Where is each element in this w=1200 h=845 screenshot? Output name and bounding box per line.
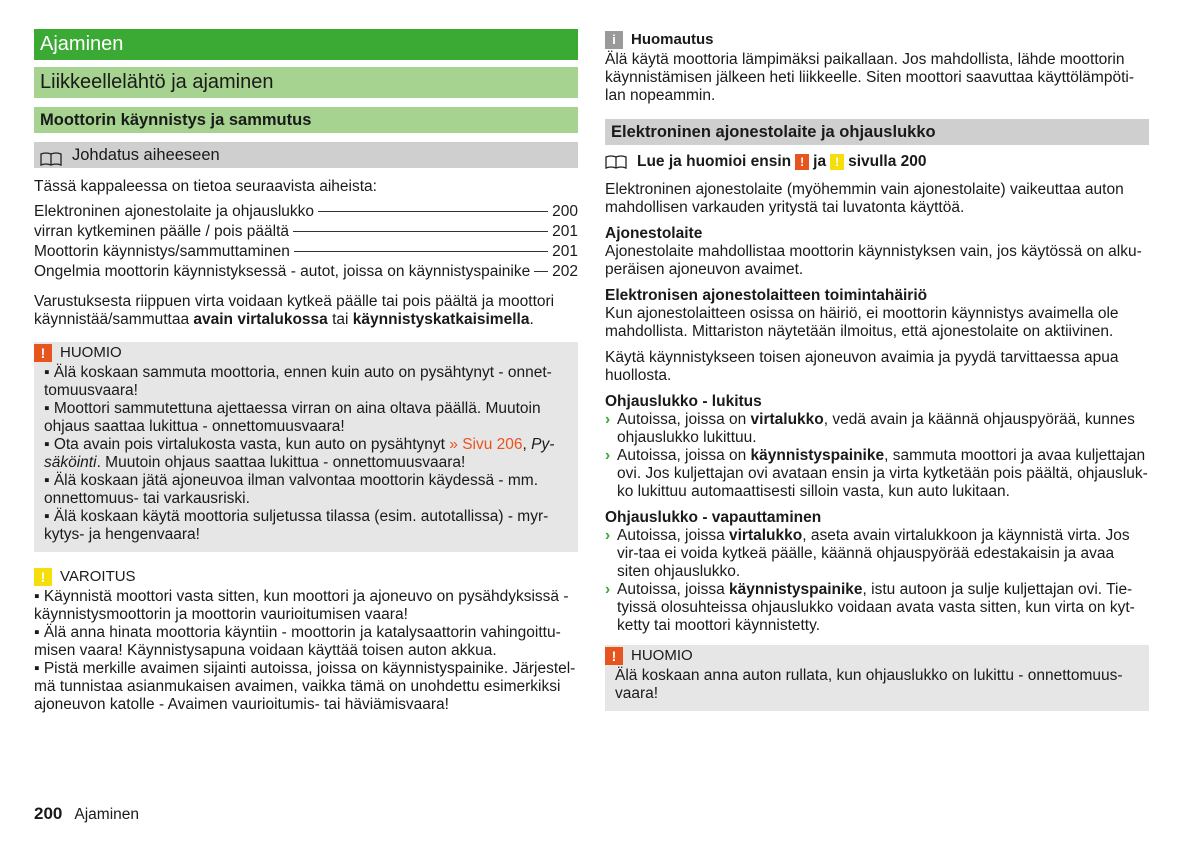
- chapter-heading: Ajaminen: [34, 29, 578, 60]
- notice-box: [605, 645, 1149, 711]
- notice-item-text: Älä koskaan jätä ajoneuvoa ilman valvontaa moottorin käydessä - mm. onnettomuus- tai varkausriski.: [44, 472, 539, 507]
- toc-leader: [318, 211, 548, 212]
- notice-item-text: Älä koskaan sammuta moottoria, ennen kuin auto on pysähtynyt - onnet-tomuusvaara!: [44, 364, 552, 399]
- notice-title: HUOMIO: [631, 647, 693, 664]
- notice-item-text: Älä koskaan käytä moottoria suljetussa tilassa (esim. autotallissa) - myr-kytys- ja hengenvaara!: [44, 508, 549, 543]
- section-heading-immobilizer: Elektroninen ajonestolaite ja ohjauslukko: [605, 119, 1149, 145]
- intro-heading: [34, 142, 578, 168]
- toc-page: 201: [552, 243, 578, 260]
- paragraph: Käytä käynnistykseen toisen ajoneuvon avaimia ja pyydä tarvittaessa apua huollosta.: [605, 349, 1119, 384]
- toc-title: Elektroninen ajonestolaite ja ohjauslukko: [34, 203, 315, 220]
- warning-icon: !: [34, 344, 52, 362]
- chevron-right-icon: ›: [605, 527, 611, 544]
- toc-title: virran kytkeminen päälle / pois päältä: [34, 223, 290, 240]
- list-item: [605, 581, 1149, 635]
- subheading: Ohjauslukko - lukitus: [605, 393, 762, 410]
- caution-item: ▪ Käynnistä moottori vasta sitten, kun moottori ja ajoneuvo on pysähdyksissä - käynnistysmoottorin ja moottorin vaurioitumisen vaara!: [34, 588, 569, 623]
- text-run: Autoissa, joissa on: [617, 411, 751, 428]
- page-footer: [34, 805, 139, 824]
- subsection-heading: Moottorin käynnistys ja sammutus: [34, 107, 578, 133]
- caution-title: VAROITUS: [60, 568, 136, 585]
- notice-item-text: Ota avain pois virtalukosta vasta, kun auto on pysähtynyt: [53, 436, 450, 453]
- toc-leader: [294, 251, 548, 252]
- caution-item-text: Älä anna hinata moottoria käyntiin - moottorin ja katalysaattorin vahingoittu-misen vaara! Käynnistysapuna voidaan käyttää toisen auton akkua.: [34, 624, 561, 659]
- text-run: ja: [813, 153, 827, 170]
- caution-item: ▪ Älä anna hinata moottoria käyntiin - moottorin ja katalysaattorin vahingoittu-misen vaara! Käynnistysapuna voidaan käyttää toisen auton akkua.: [34, 624, 561, 659]
- warning-icon: !: [795, 154, 809, 170]
- notice-item: ▪ Älä koskaan käytä moottoria suljetussa tilassa (esim. autotallissa) - myr-kytys- ja hengenvaara!: [44, 508, 549, 543]
- caution-icon: !: [830, 154, 844, 170]
- paragraph: Elektroninen ajonestolaite (myöhemmin vain ajonestolaite) vaikeuttaa auton mahdollisen varkauden yritystä tai luvatonta käyttöä.: [605, 181, 1124, 216]
- note-header: [605, 29, 1149, 51]
- text-run: Autoissa, joissa: [617, 527, 729, 544]
- page-number: 200: [34, 804, 63, 823]
- caution-body: [34, 588, 578, 714]
- text-run: Autoissa, joissa on: [617, 447, 751, 464]
- text-run: ,: [522, 436, 532, 453]
- text-run: , aseta avain virtalukkoon ja käynnistä virta. Jos vir-taa ei voida kytkeä päälle, käännä ohjauspyörää edestakaisin ja avaa siten ohjauslukko.: [617, 527, 1130, 580]
- notice-header: [605, 645, 1139, 667]
- toc-row[interactable]: [34, 203, 578, 223]
- chevron-right-icon: ›: [605, 581, 611, 598]
- info-icon: i: [605, 31, 623, 49]
- book-icon: [605, 155, 627, 169]
- warning-icon: !: [605, 647, 623, 665]
- toc-title: Ongelmia moottorin käynnistyksessä - autot, joissa on käynnistyspainike: [34, 263, 531, 280]
- toc-row[interactable]: [34, 223, 578, 243]
- toc-row[interactable]: [34, 263, 578, 283]
- notice-item: ▪ Moottori sammutettuna ajettaessa virran on aina oltava päällä. Muutoin ohjaus saattaa lukittua - onnettomuusvaara!: [44, 400, 541, 435]
- notice-item: ▪ Älä koskaan sammuta moottoria, ennen kuin auto on pysähtynyt - onnet-tomuusvaara!: [44, 364, 552, 399]
- toc-leader: [534, 271, 548, 272]
- text-run: , vedä avain ja käännä ohjauspyörää, kunnes ohjauslukko lukittuu.: [617, 411, 1135, 446]
- subheading: Elektronisen ajonestolaitteen toimintahäiriö: [605, 287, 928, 304]
- text-run: .: [529, 311, 534, 328]
- caution-header: [34, 566, 578, 588]
- text-run: . Muutoin ohjaus saattaa lukittua - onnettomuusvaara!: [96, 454, 466, 471]
- right-column: [605, 29, 1149, 711]
- text-run: Varustuksesta riippuen virta voidaan kytkeä päälle tai pois päältä ja moottori käynnistää/sammuttaa: [34, 293, 555, 328]
- intro-text: Tässä kappaleessa on tietoa seuraavista aiheista:: [34, 178, 377, 195]
- toc-page: 202: [552, 263, 578, 280]
- text-bold: virtalukko: [750, 411, 824, 428]
- text-bold: käynnistyskatkaisimella: [352, 311, 530, 328]
- caution-item-text: Käynnistä moottori vasta sitten, kun moottori ja ajoneuvo on pysähdyksissä - käynnistysmoottorin ja moottorin vaurioitumisen vaara!: [34, 588, 569, 623]
- text-run: , sammuta moottori ja avaa kuljettajan ovi. Jos kuljettajan ovi avataan ensin ja virta kytketään pois päältä, ohjausluk-ko lukittuu automaattisesti silloin vasta, kun auto lukitaan.: [617, 447, 1148, 500]
- text-run: , istu autoon ja sulje kuljettajan ovi. Tie-tyissä olosuhteissa ohjauslukko voidaan avata vasta sitten, kun virta on kyt-ketty tai moottori käynnistetty.: [617, 581, 1135, 634]
- notice-item: ▪ Älä koskaan jätä ajoneuvoa ilman valvontaa moottorin käydessä - mm. onnettomuus- tai varkausriski.: [44, 472, 539, 507]
- list-item: [605, 527, 1149, 581]
- caution-item-text: Pistä merkille avaimen sijainti autoissa, joissa on käynnistyspainike. Järjestel-mä tunnistaa asianmukaisen avaimen, vaikka tämä on unohdettu esimerkiksi ajoneuvon katolle - Avaimen vaurioitumis- tai häviämisvaara!: [34, 660, 576, 713]
- section-heading: Liikkeellelähtö ja ajaminen: [34, 67, 578, 98]
- text-bold: käynnistyspainike: [750, 447, 885, 464]
- toc-title: Moottorin käynnistys/sammuttaminen: [34, 243, 290, 260]
- read-first-line: [605, 153, 1149, 171]
- notice-header: [34, 342, 568, 364]
- book-icon: [40, 148, 62, 162]
- left-column: [34, 29, 578, 714]
- caution-icon: !: [34, 568, 52, 586]
- footer-chapter: Ajaminen: [74, 806, 139, 823]
- notice-item-text: Moottori sammutettuna ajettaessa virran on aina oltava päällä. Muutoin ohjaus saattaa lukittua - onnettomuusvaara!: [44, 400, 541, 435]
- text-run: Autoissa, joissa: [617, 581, 729, 598]
- page-link[interactable]: » Sivu 206: [449, 436, 523, 453]
- note-title: Huomautus: [631, 31, 714, 48]
- list-item: [605, 447, 1149, 501]
- toc-page: 200: [552, 203, 578, 220]
- paragraph: Ajonestolaite mahdollistaa moottorin käynnistyksen vain, jos käytössä on alku-peräisen ajoneuvon avaimet.: [605, 243, 1142, 278]
- notice-body: [34, 364, 568, 544]
- notice-box: [34, 342, 578, 552]
- notice-item: ▪ Ota avain pois virtalukosta vasta, kun auto on pysähtynyt » Sivu 206, Py-säköinti. Muutoin ohjaus saattaa lukittua - onnettomuusvaara!: [44, 436, 555, 471]
- chevron-right-icon: ›: [605, 447, 611, 464]
- toc-page: 201: [552, 223, 578, 240]
- text-run: Lue ja huomioi ensin: [637, 153, 792, 170]
- chevron-right-icon: ›: [605, 411, 611, 428]
- text-bold: avain virtalukossa: [193, 311, 328, 328]
- text-run: tai: [327, 311, 353, 328]
- text-bold: virtalukko: [729, 527, 803, 544]
- subheading: Ohjauslukko - vapauttaminen: [605, 509, 822, 526]
- text-bold: käynnistyspainike: [729, 581, 863, 598]
- paragraph: Kun ajonestolaitteen osissa on häiriö, ei moottorin käynnistys avaimella ole mahdollista. Mittariston näytetään ilmoitus, että ajonestolaite on aktiivinen.: [605, 305, 1119, 340]
- caution-item: ▪ Pistä merkille avaimen sijainti autoissa, joissa on käynnistyspainike. Järjestel-mä tunnistaa asianmukaisen avaimen, vaikka tämä on unohdettu esimerkiksi ajoneuvon katolle - Avaimen vaurioitumis- tai häviämisvaara!: [34, 660, 576, 713]
- subheading: Ajonestolaite: [605, 225, 703, 242]
- toc-list: [34, 203, 578, 283]
- page-reference[interactable]: sivulla 200: [848, 153, 927, 170]
- intro-paragraph: [34, 293, 578, 329]
- list-item: [605, 411, 1149, 447]
- notice-title: HUOMIO: [60, 344, 122, 361]
- toc-row[interactable]: [34, 243, 578, 263]
- note-text: Älä käytä moottoria lämpimäksi paikallaan. Jos mahdollista, lähde moottorin käynnistämisen jälkeen heti liikkeelle. Siten moottori saavuttaa käyttölämpöti-lan nopeammin.: [605, 51, 1134, 104]
- intro-heading-label: Johdatus aiheeseen: [72, 146, 220, 164]
- text-italic: Py-säköinti: [44, 436, 555, 471]
- notice-text: Älä koskaan anna auton rullata, kun ohjauslukko on lukittu - onnettomuus-vaara!: [615, 667, 1123, 702]
- toc-leader: [293, 231, 548, 232]
